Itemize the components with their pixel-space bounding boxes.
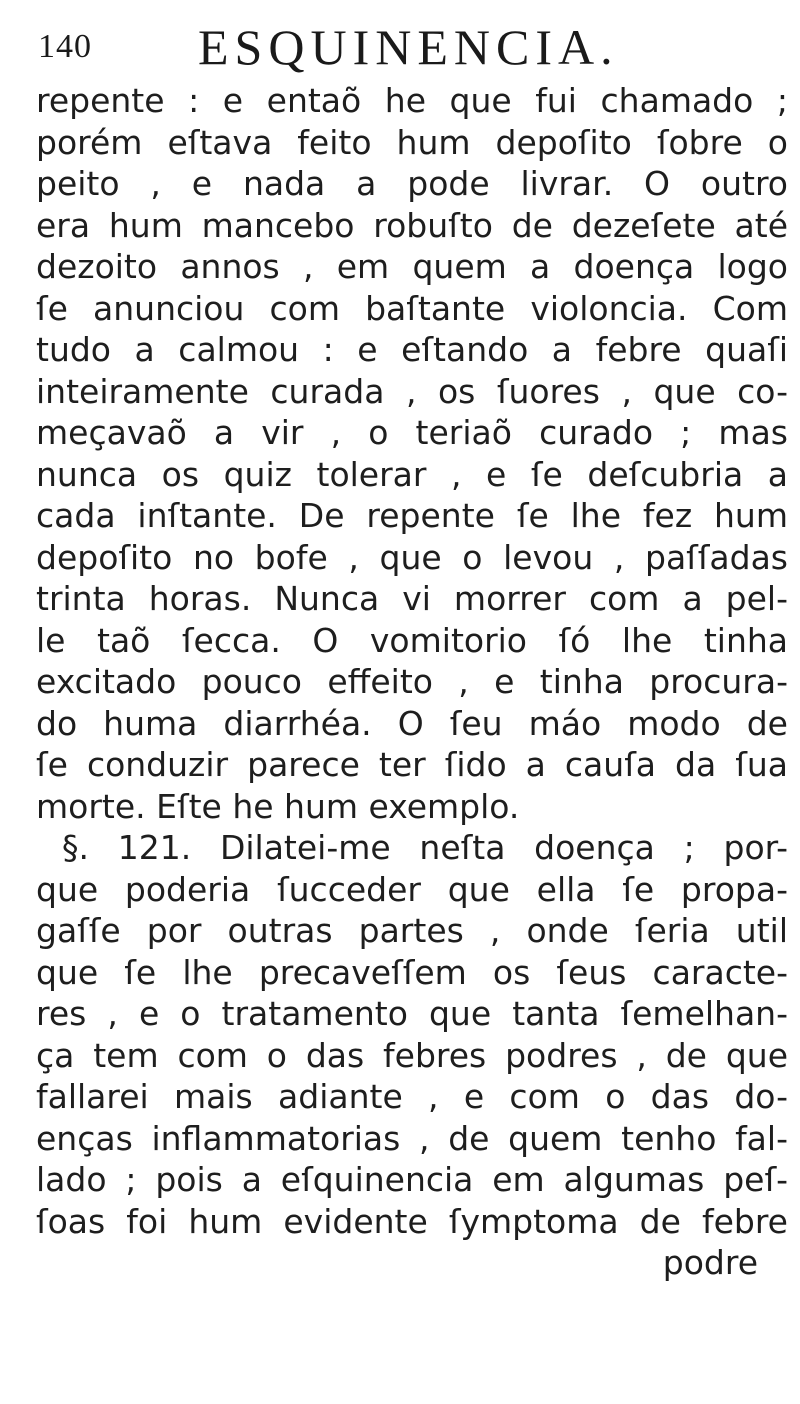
- text-line: morte. Eſte he hum exemplo.: [36, 786, 520, 826]
- text-line: ſoas foi hum evidente ſymptoma de febre: [36, 1201, 788, 1241]
- text-line: res , e o tratamento que tanta ſemelhan-: [36, 994, 788, 1033]
- text-line: enças inflammatorias , de quem tenho fal-: [36, 1118, 788, 1158]
- text-line: inteiramente curada , os ſuores , que co-: [36, 371, 788, 411]
- text-line: repente : e entaõ he que fui chamado ;: [36, 81, 788, 120]
- catchword: podre: [662, 1243, 758, 1282]
- text-line: que ſe lhe precaveſſem os ſeus caracte-: [36, 952, 788, 992]
- text-line: dezoito annos , em quem a doença logo: [36, 247, 788, 286]
- text-line: tudo a calmou : e eſtando a febre quaſi: [36, 330, 788, 369]
- text-line: depoſito no bofe , que o levou , paſſadas: [36, 537, 788, 577]
- text-line: fallarei mais adiante , e com o das do-: [36, 1077, 788, 1116]
- text-line: era hum mancebo robuſto de dezeſete até: [36, 205, 788, 245]
- text-line: cada inſtante. De repente ſe lhe fez hum: [36, 496, 788, 535]
- page-number: 140: [38, 28, 92, 65]
- text-line: porém eſtava feito hum depoſito ſobre o: [36, 122, 788, 162]
- text-line: que poderia ſucceder que ella ſe propa-: [36, 869, 788, 909]
- text-line: trinta horas. Nunca vi morrer com a pel-: [36, 579, 788, 618]
- body-text: [36, 80, 788, 1284]
- text-line: nunca os quiz tolerar , e ſe deſcubria a: [36, 454, 788, 494]
- text-line: do huma diarrhéa. O ſeu máo modo de: [36, 703, 788, 743]
- section-start-line: §. 121. Dilatei-me neſta doença ; por-: [62, 828, 788, 867]
- text-line: gaſſe por outras partes , onde ſeria util: [36, 911, 788, 950]
- text-line: excitado pouco effeito , e tinha procura-: [36, 662, 788, 701]
- text-line: lado ; pois a eſquinencia em algumas peſ-: [36, 1160, 788, 1199]
- text-line: le taõ ſecca. O vomitorio ſó lhe tinha: [36, 620, 788, 660]
- page-header: [38, 14, 778, 74]
- text-line: ſe conduzir parece ter ſido a cauſa da ſua: [36, 745, 788, 784]
- running-head: ESQUINENCIA.: [198, 19, 619, 75]
- text-line: meçavaõ a vir , o teriaõ curado ; mas: [36, 413, 788, 452]
- text-line: ſe anunciou com baſtante violoncia. Com: [36, 288, 788, 328]
- text-line: peito , e nada a pode livrar. O outro: [36, 164, 788, 203]
- text-line: ça tem com o das febres podres , de que: [36, 1035, 788, 1075]
